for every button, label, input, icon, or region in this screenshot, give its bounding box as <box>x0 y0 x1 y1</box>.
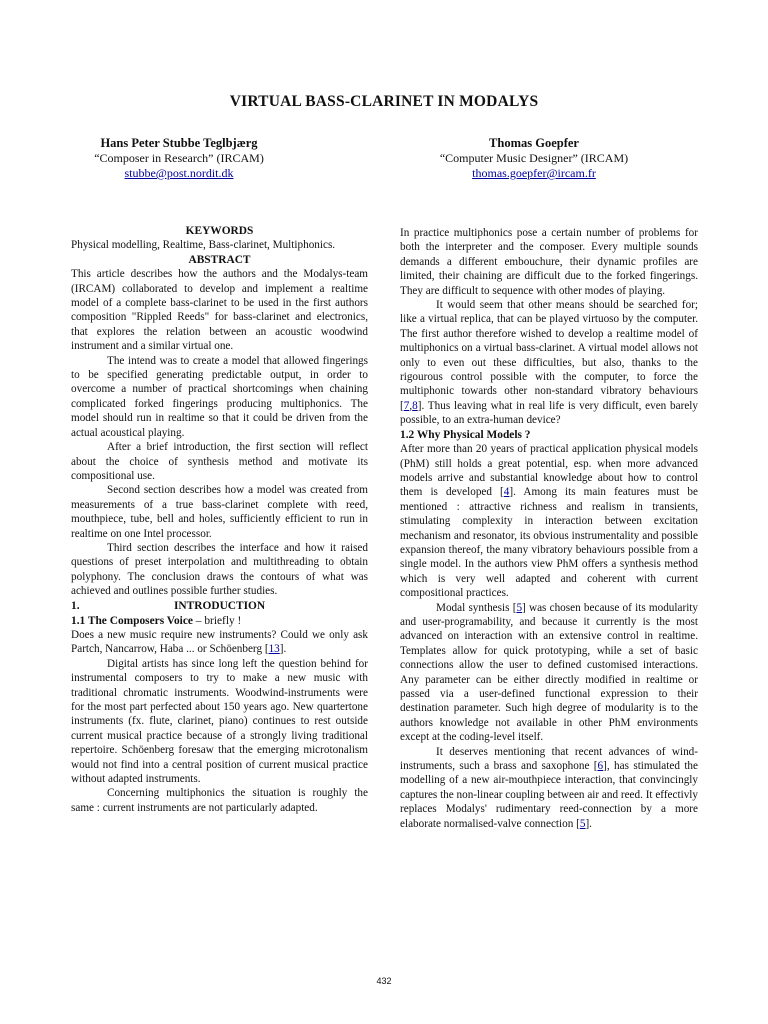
subsection-title-suffix: – briefly ! <box>192 614 242 627</box>
paper-title: VIRTUAL BASS-CLARINET IN MODALYS <box>229 93 539 110</box>
body-paragraph: Digital artists has since long left the question behind for instrumental composers to try to make a new music with traditional chromatic instruments. Woodwind-instruments were for the most part perfected about 150 years ago. New quartertone instruments (fx. flute, clarinet, piano) continues to rest outside current musical practice because of a strongly living traditional repertoire. Schöenberg foresaw that the emerging microtonalism would not find into a central position of current musical practice without adapted instruments. <box>71 657 368 786</box>
body-paragraph <box>400 442 698 600</box>
text-run: Does a new music require new instruments? Could we only ask Partch, Nancarrow, Haba ... or Schöenberg [ <box>71 628 368 656</box>
section-title: INTRODUCTION <box>174 599 266 612</box>
text-run: It would seem that other means should be searched for; like a virtual replica, that can be played virtuoso by the computer. The first author therefore wished to develop a realtime model of multiphonics on a virtual bass-clarinet. A virtual model allows not only to even out these difficulties, but also, thanks to the rigourous control possible with the computer, to force the multiphonic towards other non-standard vibratory behaviours [ <box>400 299 698 412</box>
text-run: ], has stimulated the modelling of a new air-mouthpiece interaction, that convincingly captures the non-linear coupling between air and reed. It effectivly replaces Modalys' rudimentary reed-connection by a more elaborate normalised-valve connection [ <box>400 760 698 830</box>
subsection-heading <box>71 614 368 628</box>
citation-link[interactable]: 7 <box>403 399 410 412</box>
section-heading-introduction <box>71 599 368 614</box>
text-run: It deserves mentioning that recent advances of wind-instruments, such a brass and saxophone [ <box>400 745 698 773</box>
author-email-link[interactable]: thomas.goepfer@ircam.fr <box>472 166 596 180</box>
body-paragraph <box>400 745 698 831</box>
author-affiliation: “Computer Music Designer” (IRCAM) <box>439 151 629 165</box>
abstract-paragraph: Third section describes the interface and how it raised questions of preset interpolation and multithreading to obtain polyphony. The conclusion draws the contours of what was achieved and outlines possible further studies. <box>71 541 368 598</box>
page-number: 432 <box>376 976 392 986</box>
citation-link[interactable]: 5 <box>516 601 523 614</box>
citation-link[interactable]: 8 <box>412 399 418 412</box>
left-column <box>71 224 368 815</box>
author-email-link[interactable]: stubbe@post.nordit.dk <box>124 166 234 180</box>
author-name: Hans Peter Stubbe Teglbjærg <box>100 136 258 150</box>
text-run: ]. Among its main features must be mentioned : attractive richness and realism in transients, stimulating complexity in interaction between excitation mechanism and resonator, its obvious instrumentality and possible expansion thereof, the many vibratory behaviours possible from a single model. In the authors view PhM offers a synthesis method which is very well adapted and coherent with current compositional practices. <box>400 486 698 600</box>
text-run: , <box>409 399 413 412</box>
author-name: Thomas Goepfer <box>489 136 579 150</box>
author-block-1 <box>29 136 329 181</box>
text-run: Modal synthesis [ <box>436 601 517 614</box>
abstract-paragraph: Second section describes how a model was created from measurements of a true bass-clarinet complete with reed, mouthpiece, tube, bell and holes, sufficiently efficient to run in realtime on one Intel processor. <box>71 484 368 540</box>
body-paragraph <box>400 601 698 745</box>
citation-link[interactable]: 6 <box>597 760 604 773</box>
section-number: 1. <box>71 599 80 612</box>
text-run: ] was chosen because of its modularity and user-programability, and because it currently is the most advanced on interaction with an extensive control in realtime. Templates allow for quick prototyping, while a set of basic connections allow the user to defined customised interactions. Any parameter can be either directly modified in realtime or passed via a user-defined functional expression to their destination parameter. Such high degree of modularity is to the authors knowledge not available in other PhM environments except at the coding-level itself. <box>400 601 699 744</box>
abstract-paragraph: The intend was to create a model that allowed fingerings to be specified generating predictable output, in order to overcome a number of practical shortcomings when chaining complicated forked fingerings producing multiphonics. The model should run in realtime so that it could be driven from the actual acoustical playing. <box>71 354 368 439</box>
author-affiliation: “Composer in Research” (IRCAM) <box>94 151 264 165</box>
body-paragraph <box>71 628 368 657</box>
text-run: ]. <box>279 643 287 656</box>
right-column <box>400 226 698 831</box>
author-block-2 <box>384 136 684 181</box>
abstract-paragraph: This article describes how the authors and the Modalys-team (IRCAM) collaborated to develop and implement a realtime model of a complete bass-clarinet to be used in the first authors composition "Rippled Reeds" for bass-clarinet and electronics, that explores the relation between an acoustic woodwind instrument and a similar virtual one. <box>71 268 368 353</box>
citation-link[interactable]: 13 <box>268 643 280 656</box>
body-paragraph: In practice multiphonics pose a certain number of problems for both the interpreter and the composer. Every multiple sounds demands a different embouchure, their dynamic profiles are limited, their chaining are difficult due to the forked fingerings. They are difficult to sequence with other modes of playing. <box>400 227 698 297</box>
keywords-heading: KEYWORDS <box>185 225 254 237</box>
abstract-heading: ABSTRACT <box>188 253 251 266</box>
abstract-paragraph: After a brief introduction, the first section will reflect about the choice of synthesis method and motivate its compositional use. <box>71 441 368 482</box>
citation-link[interactable]: 5 <box>579 817 586 830</box>
subsection-title: 1.1 The Composers Voice <box>71 614 193 627</box>
text-run: ]. <box>585 817 592 830</box>
subsection-heading: 1.2 Why Physical Models ? <box>400 428 531 441</box>
keywords-text: Physical modelling, Realtime, Bass-clarinet, Multiphonics. <box>71 239 336 252</box>
text-run: ]. Thus leaving what in real life is very difficult, even barely possible, to an extra-human device? <box>400 399 698 427</box>
citation-link[interactable]: 4 <box>503 486 510 499</box>
body-paragraph <box>400 298 698 428</box>
body-paragraph: Concerning multiphonics the situation is roughly the same : current instruments are not particularly adapted. <box>71 787 368 814</box>
text-run: After more than 20 years of practical application physical models (PhM) still holds a great potential, esp. when more advanced models arrive and substantial knowledge about how to control them is developed [ <box>400 443 698 499</box>
